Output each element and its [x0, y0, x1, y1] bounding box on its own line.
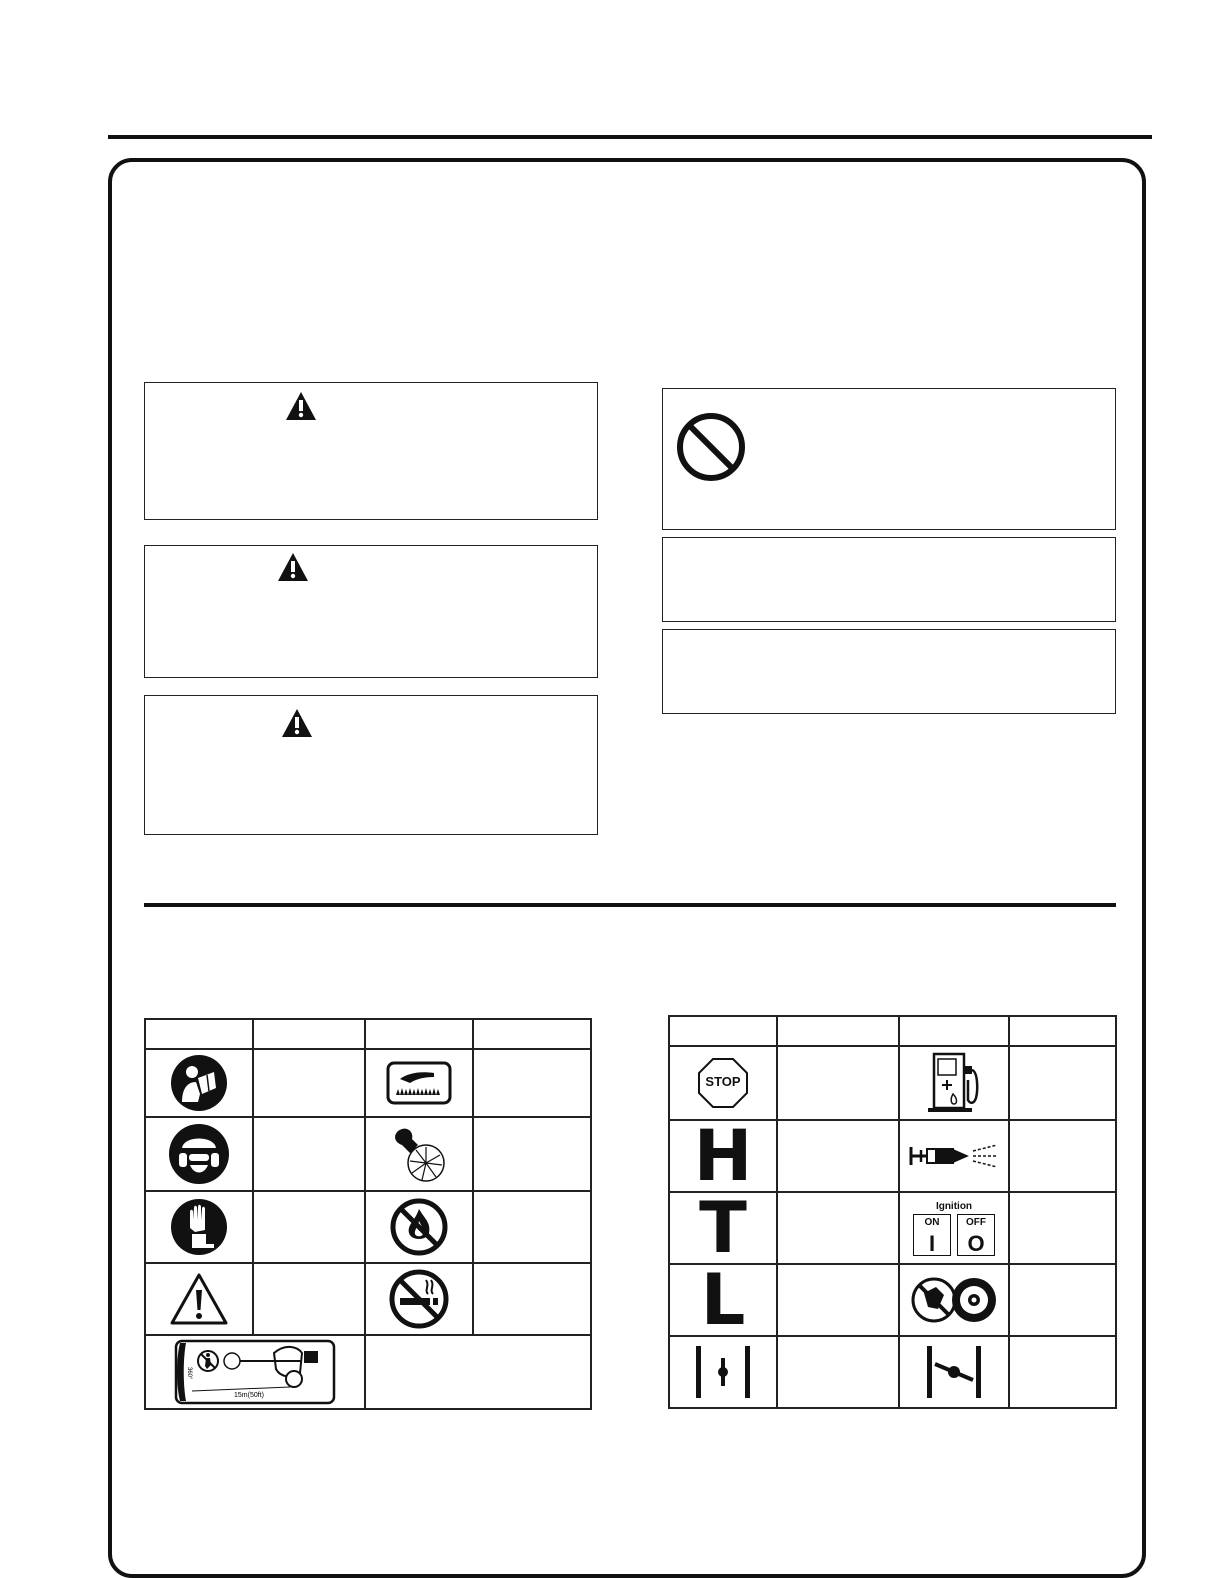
stop-sign-label: STOP: [705, 1074, 741, 1089]
symbol-cell: [899, 1120, 1009, 1192]
description-cell: [473, 1117, 591, 1191]
symbol-cell: [669, 1046, 777, 1120]
header-cell: [777, 1016, 899, 1046]
ignition-title: Ignition: [935, 1200, 973, 1212]
header-cell: [899, 1016, 1009, 1046]
primer-bulb-icon: [907, 1141, 1001, 1171]
symbol-cell: [669, 1187, 777, 1269]
top-rule: [108, 135, 1152, 139]
description-cell: [777, 1120, 899, 1192]
angle-label: 360°: [186, 1367, 192, 1380]
ignition-on-switch: [913, 1214, 951, 1256]
symbol-cell: [899, 1264, 1009, 1336]
no-smoking-icon: [388, 1268, 450, 1330]
prohibited-box: [662, 388, 1116, 530]
description-cell: [253, 1049, 365, 1117]
note-box: [662, 629, 1116, 714]
symbol-cell: [145, 1263, 253, 1335]
symbol-cell: [145, 1335, 365, 1409]
symbol-cell: [145, 1049, 253, 1117]
blade-guard-icon: [910, 1275, 998, 1325]
stop-sign-icon: [697, 1057, 749, 1109]
description-cell: [1009, 1264, 1116, 1336]
description-cell: [777, 1192, 899, 1264]
symbol-cell: [669, 1115, 777, 1197]
prohibition-circle-icon: [675, 411, 747, 483]
flying-debris-icon: [388, 1123, 450, 1185]
header-cell: [365, 1019, 473, 1049]
warning-triangle-icon: [277, 552, 309, 582]
ignition-off-glyph: O: [967, 1230, 985, 1256]
letter-h: H: [693, 1115, 753, 1197]
description-cell: [1009, 1046, 1116, 1120]
helmet-ear-eye-protection-icon: [168, 1123, 230, 1185]
header-cell: [145, 1019, 253, 1049]
hazard-zone-icon: [174, 1339, 336, 1405]
symbol-cell: [669, 1259, 777, 1341]
symbol-cell: [365, 1049, 473, 1117]
description-cell: [1009, 1192, 1116, 1264]
symbol-cell: [365, 1191, 473, 1263]
description-cell: [473, 1049, 591, 1117]
important-box: [662, 537, 1116, 622]
description-cell: [253, 1263, 365, 1335]
description-cell: [253, 1117, 365, 1191]
description-cell: [777, 1264, 899, 1336]
danger-box: [144, 382, 598, 520]
hot-surface-icon: [386, 1061, 452, 1105]
warning-triangle-icon: [285, 391, 317, 421]
symbol-cell: [145, 1191, 253, 1263]
caution-box: [144, 695, 598, 835]
no-open-flame-icon: [389, 1197, 449, 1257]
symbol-cell: [669, 1336, 777, 1408]
choke-closed-icon: [921, 1344, 987, 1400]
description-cell: [253, 1191, 365, 1263]
warning-box: [144, 545, 598, 678]
symbol-cell: [899, 1192, 1009, 1264]
header-cell: [669, 1016, 777, 1046]
section-divider: [144, 903, 1116, 907]
ignition-off-label: OFF: [966, 1216, 986, 1228]
symbol-table-left: [144, 1018, 592, 1410]
description-cell: [473, 1191, 591, 1263]
symbol-table-right: [668, 1015, 1117, 1409]
ignition-on-glyph: I: [928, 1230, 936, 1256]
choke-open-icon: [690, 1344, 756, 1400]
ignition-switch-icon: [900, 1201, 1008, 1256]
distance-label: 15m(50ft): [234, 1392, 264, 1399]
fuel-pump-icon: [926, 1050, 982, 1116]
gloves-boots-icon: [170, 1198, 228, 1256]
description-cell: [1009, 1336, 1116, 1408]
read-manual-icon: [170, 1054, 228, 1112]
description-cell: [1009, 1120, 1116, 1192]
symbol-cell: [899, 1046, 1009, 1120]
description-cell: [365, 1335, 591, 1409]
description-cell: [473, 1263, 591, 1335]
symbol-cell: [365, 1117, 473, 1191]
header-cell: [1009, 1016, 1116, 1046]
ignition-off-switch: [957, 1214, 995, 1256]
letter-t: T: [699, 1187, 747, 1269]
header-cell: [253, 1019, 365, 1049]
symbol-cell: [145, 1117, 253, 1191]
description-cell: [777, 1046, 899, 1120]
header-cell: [473, 1019, 591, 1049]
letter-l: L: [700, 1259, 746, 1341]
ignition-on-label: ON: [924, 1216, 940, 1228]
description-cell: [777, 1336, 899, 1408]
symbol-cell: [365, 1263, 473, 1335]
symbol-cell: [899, 1336, 1009, 1408]
warning-triangle-icon: [281, 708, 313, 738]
warning-triangle-icon: [169, 1272, 229, 1326]
